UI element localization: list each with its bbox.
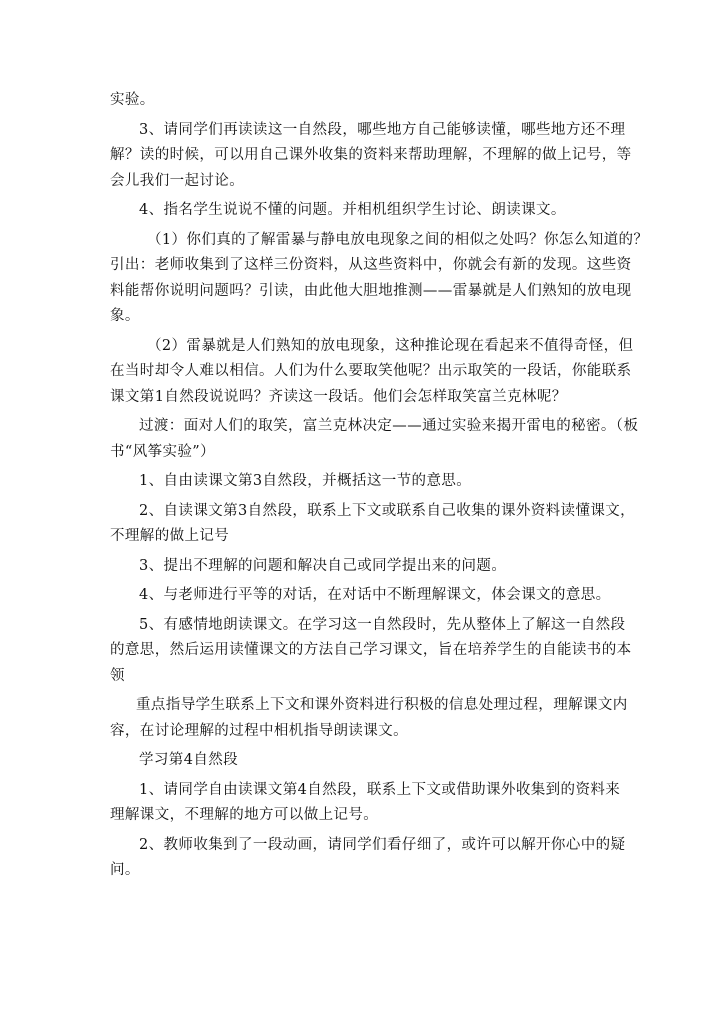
text-line: （2）雷暴就是人们熟知的放电现象，这种推论现在看起来不值得奇怪，但 [147,337,634,354]
text-line: 象。 [110,308,140,324]
text-line: 引出：老师收集到了这样三份资料，从这些资料中，你就会有新的发现。这些资 [110,257,632,273]
text-line: 4、与老师进行平等的对话，在对话中不断理解课文，体会课文的意思。 [139,587,611,603]
paragraph [110,778,620,829]
paragraph [110,414,639,465]
paragraph [110,469,620,495]
text-line: 的意思，然后运用读懂课文的方法自己学习课文，旨在培养学生的自能读书的本 [110,642,632,658]
text-line: 解？读的时候，可以用自己课外收集的资料来帮助理解，不理解的做上记号，等 [110,147,632,163]
paragraph [110,118,632,195]
text-line: 料能帮你说明问题吗？引读，由此他大胆地推测——雷暴就是人们熟知的放电现 [110,282,632,299]
paragraph [110,748,620,774]
text-line: 学习第4自然段 [139,752,239,768]
paragraph [110,88,620,114]
text-line: 1、请同学自由读课文第4自然段，联系上下文或借助课外收集到的资料来 [139,781,621,798]
text-line: 问。 [110,862,140,878]
document-body [110,88,649,888]
text-line: 3、请同学们再读读这一自然段，哪些地方自己能够读懂，哪些地方还不理 [139,121,626,138]
paragraph [110,228,649,330]
text-line: 在当时却令人难以相信。人们为什么要取笑他呢？出示取笑的一段话，你能联系 [110,363,632,379]
text-line: 理解课文，不理解的地方可以做上记号。 [110,807,379,823]
paragraph [110,693,628,744]
text-line: 过渡：面对人们的取笑，富兰克林决定——通过实验来揭开雷电的秘密。（板 [139,418,639,434]
text-line: 不理解的做上记号 [110,528,230,544]
text-line: 2、教师收集到了一段动画，请同学们看仔细了，或许可以解开你心中的疑 [139,836,626,853]
text-line: 3、提出不理解的问题和解决自己或同学提出来的问题。 [139,557,507,574]
paragraph [110,613,632,690]
text-line: 5、有感情地朗读课文。在学习这一自然段时，先从整体上了解这一自然段 [139,616,626,633]
text-line: 4、指名学生说说不懂的问题。并相机组织学生讨论、朗读课文。 [139,202,566,218]
text-line: （1）你们真的了解雷暴与静电放电现象之间的相似之处吗？你怎么知道的？ [147,231,649,248]
paragraph [110,554,620,580]
text-line: 1、自由读课文第3自然段，并概括这一节的意思。 [139,473,472,489]
text-line: 2、自读课文第3自然段，联系上下文或联系自己收集的课外资料读懂课文， [139,502,636,519]
text-line: 重点指导学生联系上下文和课外资料进行积极的信息处理过程，理解课文内 [136,697,628,713]
paragraph [110,198,620,224]
paragraph [110,334,634,411]
paragraph [110,833,626,884]
text-line: 书“风筝实验”） [110,443,216,460]
paragraph [110,499,636,550]
text-line: 领 [110,667,125,684]
text-line: 实验。 [110,92,155,108]
text-line: 容，在讨论理解的过程中相机指导朗读课文。 [110,722,408,739]
text-line: 会儿我们一起讨论。 [110,172,245,189]
paragraph [110,583,620,609]
text-line: 课文第1自然段说说吗？齐读这一段话。他们会怎样取笑富兰克林呢？ [110,388,567,405]
